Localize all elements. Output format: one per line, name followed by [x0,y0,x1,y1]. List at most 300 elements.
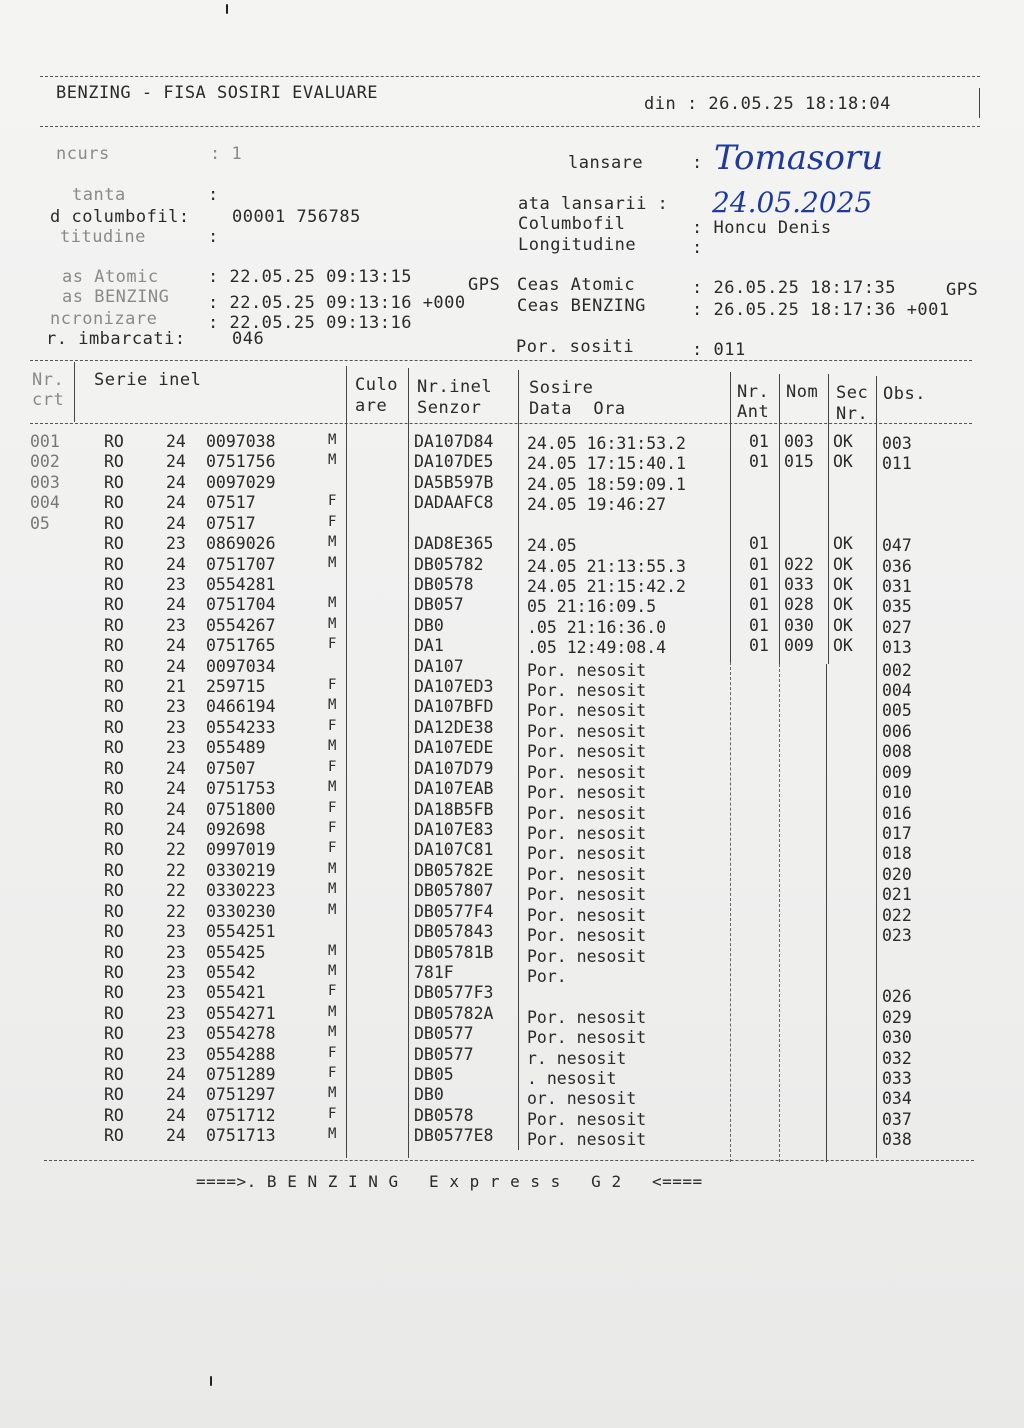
cell-ring-number: 0751712 [206,1105,276,1125]
cell-sex: F [328,819,337,836]
gps-label-1: GPS [468,275,501,295]
table-row [0,758,1024,782]
table-row [0,452,1024,472]
table-row [0,575,1024,595]
cell-arrival-datetime: Por. nesosit [527,762,647,782]
cell-country-code: RO [104,636,124,656]
columbofil-value: : Honcu Denis [692,218,832,238]
document-title: BENZING - FISA SOSIRI EVALUARE [56,83,379,103]
latitudine-colon: : [208,227,219,247]
table-row [0,779,1024,803]
cell-ring-number: 0554251 [206,922,276,942]
cell-observation: 011 [882,454,912,474]
cell-country-code: RO [104,1044,124,1064]
cell-sex: F [328,717,337,734]
table-row [0,1044,1024,1068]
cell-country-code: RO [104,881,124,901]
cell-ring-year: 24 [166,636,186,656]
cell-ring-year: 24 [166,758,186,778]
cell-country-code: RO [104,1085,124,1105]
cell-sex: M [328,1003,337,1020]
cell-observation: 036 [882,556,912,576]
imbarcati-value: 046 [232,329,265,349]
table-row [0,983,1024,1007]
cell-ring-year: 22 [166,840,186,860]
cell-country-code: RO [104,983,124,1003]
cell-row-number: 002 [30,452,60,472]
sositi-value: : 011 [692,340,746,360]
cell-ring-year: 24 [166,1105,186,1125]
cell-sex: F [328,677,337,694]
table-row [0,595,1024,615]
table-row [0,616,1024,636]
cell-arrival-datetime: 24.05 [527,536,577,556]
longitudine-colon: : [692,238,703,258]
cell-sensor-ring: DB057807 [414,881,494,901]
cell-ring-number: 0751704 [206,595,276,615]
cell-country-code: RO [104,860,124,880]
cell-ring-year: 24 [166,452,186,472]
cell-sex: M [328,738,337,755]
cell-ring-year: 23 [166,962,186,982]
cell-ring-year: 22 [166,901,186,921]
table-header-rule [30,423,972,424]
cell-sex: M [328,1126,337,1143]
cell-observation: 030 [882,1028,912,1048]
cell-arrival-datetime: Por. nesosit [527,905,647,925]
cell-nom: 028 [784,595,814,615]
cell-sensor-ring: DB0577 [414,1044,474,1064]
cell-ring-year: 24 [166,595,186,615]
table-row [0,1105,1024,1129]
table-row [0,738,1024,762]
columbofil-label: Columbofil [518,214,626,234]
cell-ring-year: 24 [166,554,186,574]
cell-arrival-datetime: Por. nesosit [527,701,647,721]
cell-country-code: RO [104,1126,124,1146]
table-row [0,860,1024,884]
cell-ring-number: 0751765 [206,636,276,656]
table-row [0,1065,1024,1089]
cell-security-status: OK [833,595,853,615]
table-row [0,677,1024,701]
table-row [0,697,1024,721]
table-row [0,942,1024,966]
cell-arrival-datetime: Por. nesosit [527,721,647,741]
cell-ring-number: 0097034 [206,656,276,676]
cell-sex: F [328,1105,337,1122]
cell-arrival-datetime: 24.05 16:31:53.2 [527,434,686,453]
cell-observation: 017 [882,823,912,843]
cell-arrival-datetime: 05 21:16:09.5 [527,597,657,617]
print-timestamp: din : 26.05.25 18:18:04 [644,94,891,114]
cell-antenna-nr: 01 [749,615,769,635]
cell-observation: 033 [882,1069,912,1089]
concurs-value: : 1 [210,144,243,164]
cod-columbofil-value: 00001 756785 [232,207,361,227]
latitudine-label: titudine [60,227,146,247]
cell-sensor-ring: DAD8E365 [414,534,494,554]
cell-sensor-ring: 781F [414,962,454,982]
top-rule [40,76,980,77]
cell-security-status: OK [833,636,853,656]
ceas-atomic-value: : 22.05.25 09:13:15 [208,267,412,287]
header-sec-nr: Nr. [836,404,869,424]
cell-sensor-ring: DB057843 [414,922,494,942]
cell-sensor-ring: DA107BFD [414,697,494,717]
cell-ring-year: 23 [166,1044,186,1064]
cell-sex: M [328,615,337,632]
cell-observation: 027 [882,617,912,637]
sositi-label: Por. sositi [516,337,635,357]
cell-sensor-ring: DB05781B [414,942,494,962]
cell-sex: M [328,697,337,714]
header-crt: crt [32,390,65,410]
table-row [0,1003,1024,1027]
cell-ring-year: 24 [166,1085,186,1105]
cell-ring-number: 259715 [206,677,266,697]
cell-observation: 038 [882,1130,912,1150]
cell-country-code: RO [104,554,124,574]
header-serie-inel: Serie inel [94,370,202,390]
sincronizare-value: : 22.05.25 09:13:16 [208,313,412,333]
ceas-atomic-label: as Atomic [62,267,159,287]
cell-country-code: RO [104,534,124,554]
cell-ring-year: 23 [166,574,186,594]
cell-country-code: RO [104,432,124,451]
cell-sensor-ring: DA12DE38 [414,717,494,737]
title-rule [40,126,980,127]
cell-sensor-ring: DA107D79 [414,758,494,778]
sincronizare-label: ncronizare [50,309,158,329]
header-data-ora: Data Ora [529,399,626,419]
table-row [0,1085,1024,1109]
data-lansarii-handwritten: 24.05.2025 [712,186,873,219]
cell-antenna-nr: 01 [749,554,769,574]
cell-ring-year: 23 [166,697,186,717]
cell-observation: 023 [882,926,912,946]
cell-country-code: RO [104,615,124,635]
cell-observation: 005 [882,701,912,721]
cell-ring-number: 0097038 [206,432,276,451]
table-row [0,555,1024,575]
cell-sensor-ring: DB05782E [414,860,494,880]
table-row [0,717,1024,741]
cell-ring-year: 23 [166,942,186,962]
cell-ring-year: 22 [166,860,186,880]
cell-country-code: RO [104,840,124,860]
cell-security-status: OK [833,534,853,554]
cell-ring-year: 24 [166,513,186,533]
ceas-benzing2-label: Ceas BENZING [517,296,646,316]
cell-row-number: 004 [30,493,60,513]
cell-country-code: RO [104,493,124,513]
table-row [0,922,1024,946]
cell-sensor-ring: DB0577 [414,1024,474,1044]
cell-country-code: RO [104,758,124,778]
cell-sensor-ring: DA107 [414,656,464,676]
cell-antenna-nr: 01 [749,534,769,554]
ceas-benzing-value: : 22.05.25 09:13:16 +000 [208,293,466,313]
cell-arrival-datetime: Por. nesosit [527,1028,647,1048]
table-row [0,819,1024,843]
cell-arrival-datetime: 24.05 18:59:09.1 [527,474,686,494]
lansare-colon: : [692,153,703,173]
cell-ring-number: 092698 [206,819,266,839]
cell-ring-year: 24 [166,1065,186,1085]
cell-sensor-ring: DA107EDE [414,738,494,758]
cell-security-status: OK [833,432,853,451]
cell-ring-number: 0330230 [206,901,276,921]
lansare-handwritten: Tomasoru [714,138,884,178]
cell-sex: F [328,799,337,816]
cell-country-code: RO [104,513,124,533]
cell-sex: F [328,513,337,530]
cell-observation: 029 [882,1007,912,1027]
cell-ring-year: 23 [166,717,186,737]
cell-ring-number: 0554271 [206,1003,276,1023]
cell-ring-number: 0554267 [206,615,276,635]
cell-country-code: RO [104,738,124,758]
table-row [0,514,1024,534]
cell-ring-number: 07517 [206,513,256,533]
cell-sex: M [328,881,337,898]
cell-row-number: 003 [30,472,60,492]
cell-antenna-nr: 01 [749,574,769,594]
cell-arrival-datetime: 24.05 17:15:40.1 [527,454,686,474]
distanta-colon: : [208,185,219,205]
cell-arrival-datetime: Por. nesosit [527,660,647,680]
cell-arrival-datetime: .05 21:16:36.0 [527,617,667,637]
cod-columbofil-label: d columbofil: [50,207,190,227]
cell-country-code: RO [104,1003,124,1023]
cell-sensor-ring: DB0577F4 [414,901,494,921]
table-row [0,432,1024,452]
cell-sex: F [328,840,337,857]
cell-arrival-datetime: Por. [527,966,567,986]
cell-nom: 033 [784,574,814,594]
distanta-label: tanta [72,185,126,205]
cell-sensor-ring: DB0 [414,1085,444,1105]
cell-nom: 022 [784,554,814,574]
cell-ring-year: 24 [166,656,186,676]
cell-sex: F [328,758,337,775]
cell-sex: M [328,860,337,877]
cell-sensor-ring: DA107DE5 [414,452,494,472]
table-row [0,840,1024,864]
cell-country-code: RO [104,574,124,594]
cell-ring-year: 23 [166,922,186,942]
table-row [0,799,1024,823]
cell-observation: 004 [882,681,912,701]
cell-sensor-ring: DB05782A [414,1003,494,1023]
cell-arrival-datetime: Por. nesosit [527,885,647,905]
cell-country-code: RO [104,799,124,819]
cell-ring-number: 055421 [206,983,266,1003]
cell-sex: M [328,554,337,571]
cell-security-status: OK [833,574,853,594]
cell-observation: 020 [882,864,912,884]
cell-sensor-ring: DA107D84 [414,432,494,451]
cell-country-code: RO [104,1024,124,1044]
ceas-atomic2-value: : 26.05.25 18:17:35 [692,278,896,298]
cell-ring-year: 23 [166,1003,186,1023]
cell-observation: 003 [882,434,912,453]
cell-sex: M [328,1024,337,1041]
cell-country-code: RO [104,779,124,799]
table-row [0,636,1024,656]
cell-sensor-ring: DB057 [414,595,464,615]
header-ant: Ant [737,402,770,422]
cell-security-status: OK [833,452,853,472]
header-nr-ant: Nr. [737,382,770,402]
cell-antenna-nr: 01 [749,595,769,615]
cell-ring-year: 23 [166,983,186,1003]
cell-arrival-datetime: 24.05 21:15:42.2 [527,576,686,596]
cell-country-code: RO [104,472,124,492]
cell-arrival-datetime: r. nesosit [527,1048,627,1068]
cell-arrival-datetime: Por. nesosit [527,864,647,884]
cell-arrival-datetime: Por. nesosit [527,783,647,803]
ceas-atomic2-label: Ceas Atomic [517,275,636,295]
header-senzor: Senzor [417,398,482,418]
cell-sensor-ring: DB0578 [414,1105,474,1125]
cell-ring-number: 0554233 [206,717,276,737]
cell-antenna-nr: 01 [749,452,769,472]
table-top-rule [30,360,972,361]
cell-arrival-datetime: 24.05 19:46:27 [527,495,667,515]
cell-sensor-ring: DB0578 [414,574,474,594]
cell-ring-number: 0330223 [206,881,276,901]
cell-ring-year: 24 [166,493,186,513]
cell-row-number: 05 [30,513,50,533]
cell-sensor-ring: DB0577F3 [414,983,494,1003]
cell-observation: 032 [882,1048,912,1068]
cell-ring-number: 055489 [206,738,266,758]
cell-security-status: OK [833,615,853,635]
longitudine-label: Longitudine [518,235,637,255]
header-nr-inel: Nr.inel [417,377,493,397]
cell-sex: M [328,1085,337,1102]
cell-sensor-ring: DADAAFC8 [414,493,494,513]
cell-arrival-datetime: Por. nesosit [527,803,647,823]
cell-ring-number: 055425 [206,942,266,962]
cell-sensor-ring: DA107E83 [414,819,494,839]
table-row [0,1024,1024,1048]
cell-arrival-datetime: .05 12:49:08.4 [527,638,667,658]
cell-arrival-datetime: Por. nesosit [527,844,647,864]
cell-country-code: RO [104,595,124,615]
cell-observation: 013 [882,638,912,658]
cell-sensor-ring: DA107EAB [414,779,494,799]
cell-observation: 016 [882,803,912,823]
cell-arrival-datetime: Por. nesosit [527,1130,647,1150]
header-nom: Nom [786,382,819,402]
cell-ring-year: 24 [166,819,186,839]
cell-ring-number: 0869026 [206,534,276,554]
cell-country-code: RO [104,1065,124,1085]
cell-country-code: RO [104,677,124,697]
cell-antenna-nr: 01 [749,432,769,451]
cell-ring-number: 07517 [206,493,256,513]
cell-ring-number: 07507 [206,758,256,778]
cell-country-code: RO [104,901,124,921]
footer-brand: ====>. B E N Z I N G E x p r e s s G 2 <==== [196,1172,703,1191]
cell-country-code: RO [104,656,124,676]
cell-arrival-datetime: Por. nesosit [527,1007,647,1027]
cell-arrival-datetime: Por. nesosit [527,1109,647,1129]
table-bottom-rule [44,1160,974,1161]
cell-sensor-ring: DA5B597B [414,472,494,492]
cell-sensor-ring: DB05 [414,1065,454,1085]
speck-bottom [210,1376,212,1386]
cell-ring-year: 23 [166,1024,186,1044]
cell-arrival-datetime: Por. nesosit [527,926,647,946]
cell-ring-number: 0751713 [206,1126,276,1146]
cell-nom: 009 [784,636,814,656]
cell-ring-year: 22 [166,881,186,901]
cell-ring-number: 05542 [206,962,256,982]
cell-ring-year: 24 [166,1126,186,1146]
cell-sensor-ring: DB0577E8 [414,1126,494,1146]
cell-ring-year: 24 [166,799,186,819]
cell-ring-number: 0751753 [206,779,276,799]
cell-sensor-ring: DB0 [414,615,444,635]
cell-sensor-ring: DA107C81 [414,840,494,860]
cell-sex: F [328,636,337,653]
cell-observation: 037 [882,1109,912,1129]
cell-observation: 010 [882,783,912,803]
cell-ring-number: 0751756 [206,452,276,472]
cell-ring-number: 0751289 [206,1065,276,1085]
cell-ring-number: 0751707 [206,554,276,574]
cell-country-code: RO [104,962,124,982]
cell-sex: M [328,452,337,469]
table-row [0,473,1024,493]
cell-nom: 015 [784,452,814,472]
cell-ring-number: 0097029 [206,472,276,492]
cell-sex: F [328,493,337,510]
cell-country-code: RO [104,942,124,962]
table-row [0,962,1024,986]
cell-country-code: RO [104,697,124,717]
title-box-edge [979,88,980,118]
cell-country-code: RO [104,922,124,942]
cell-ring-year: 24 [166,472,186,492]
header-sec: Sec [836,383,869,403]
cell-observation: 035 [882,597,912,617]
lansare-label: lansare [568,153,644,173]
cell-observation: 047 [882,536,912,556]
cell-nom: 030 [784,615,814,635]
table-row [0,881,1024,905]
cell-country-code: RO [104,452,124,472]
header-sosire: Sosire [529,378,594,398]
cell-sensor-ring: DA18B5FB [414,799,494,819]
cell-observation: 022 [882,905,912,925]
cell-observation: 026 [882,987,912,1007]
cell-sex: M [328,595,337,612]
cell-ring-number: 0554278 [206,1024,276,1044]
cell-row-number: 001 [30,432,60,451]
cell-ring-number: 0554281 [206,574,276,594]
concurs-label: ncurs [56,144,110,164]
col-line-nr [74,362,75,422]
cell-sensor-ring: DA1 [414,636,444,656]
cell-sex: M [328,534,337,551]
cell-ring-year: 24 [166,779,186,799]
imbarcati-label: r. imbarcati: [46,329,186,349]
